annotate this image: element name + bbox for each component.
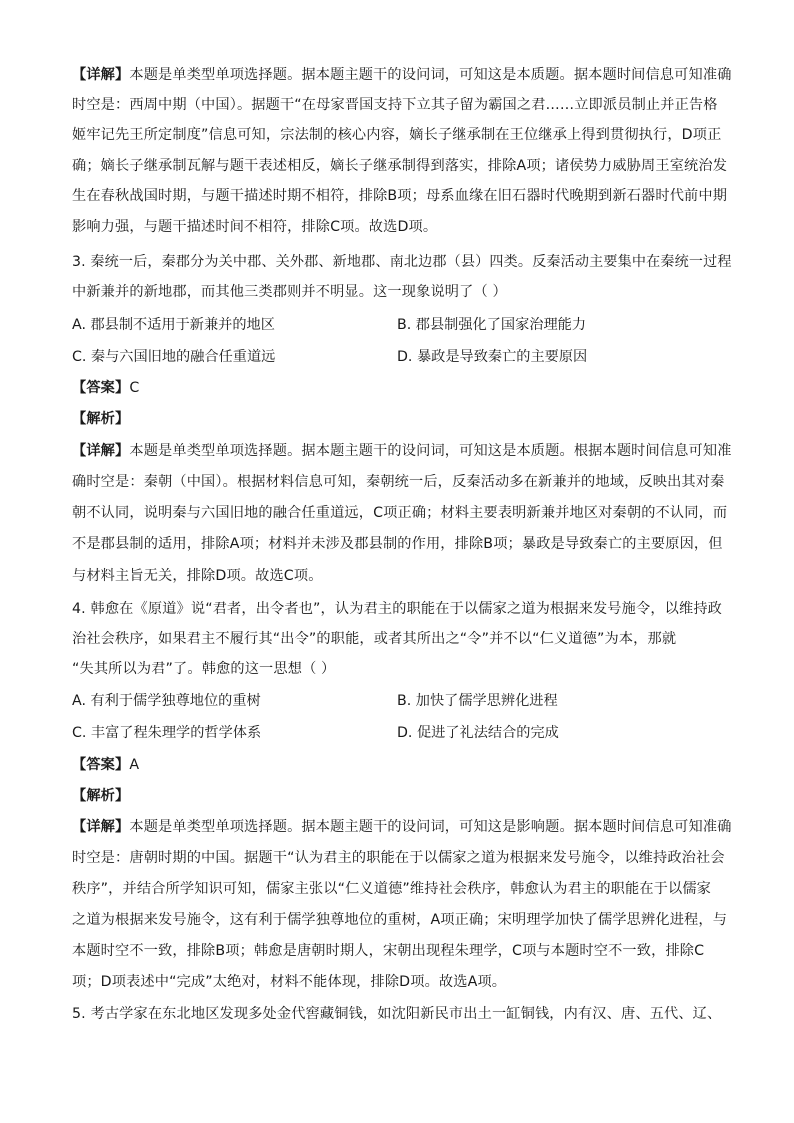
q3-option-c: C. 秦与六国旧地的融合任重道远 [72,349,276,365]
q3-option-b: B. 郡县制强化了国家治理能力 [397,317,587,333]
q4-detail-line-5: 本题时空不一致，排除B项；韩愈是唐朝时期人，宋朝出现程朱理学，C项与本题时空不一致，排除C [72,943,705,959]
q3-detail-line-1: 【详解】本题是单类型单项选择题。据本题主题干的设问词，可知这是本质题。根据本题时间信息可知准 [72,443,732,459]
q4-stem-line-2: 治社会秩序，如果君主不履行其“出令”的职能，或者其所出之“令”并不以“仁义道德”为本，那就 [72,631,677,647]
q4-answer: 【答案】A [72,757,140,773]
q3-stem-line-2: 中新兼并的新地郡，而其他三类郡则并不明显。这一现象说明了（ ） [72,284,507,300]
q3-detail-line-4: 不是郡县制的适用，排除A项；材料并未涉及郡县制的作用，排除B项；暴政是导致秦亡的主要原因，但 [72,536,723,552]
q4-detail-line-6: 项；D项表述中“完成”太绝对，材料不能体现，排除D项。故选A项。 [72,974,507,990]
q4-detail-line-1: 【详解】本题是单类型单项选择题。据本题主题干的设问词，可知这是影响题。据本题时间信息可知准确 [72,819,732,835]
q2-detail-label: 【详解】 [72,67,130,83]
q3-stem-line-1: 3. 秦统一后，秦郡分为关中郡、关外郡、新地郡、南北边郡（县）四类。反秦活动主要集中在秦统一过程 [72,254,732,270]
q4-stem-line-3: “失其所以为君”了。韩愈的这一思想（ ） [72,661,336,677]
q3-option-d: D. 暴政是导致秦亡的主要原因 [397,349,588,365]
q2-detail-line-2: 时空是：西周中期（中国）。据题干“在母家晋国支持下立其子留为霸国之君……立即派员制止并正告格 [72,97,718,113]
q4-detail-line-4: 之道为根据来发号施令，这有利于儒学独尊地位的重树，A项正确；宋明理学加快了儒学思辨化进程，与 [72,912,728,928]
q4-stem-line-1: 4. 韩愈在《原道》说“君者，出令者也”，认为君主的职能在于以儒家之道为根据来发号施令，以维持政 [72,601,723,617]
q3-answer-value: C [129,380,140,396]
q2-detail-line-4: 确；嫡长子继承制瓦解与题干表述相反，嫡长子继承制得到落实，排除A项；诸侯势力威胁周王室统治发 [72,158,728,174]
q4-detail-line-3: 秩序”，并结合所学知识可知，儒家主张以“仁义道德”维持社会秩序，韩愈认为君主的职能在于以儒家 [72,881,712,897]
q4-option-b: B. 加快了儒学思辨化进程 [397,693,558,709]
q4-detail-line-2: 时空是：唐朝时期的中国。据题干“认为君主的职能在于以儒家之道为根据来发号施令，以维持政治社会 [72,850,725,866]
q3-detail-line-2: 确时空是：秦朝（中国）。根据材料信息可知，秦朝统一后，反秦活动多在新兼并的地域，反映出其对秦 [72,474,725,490]
q3-option-a: A. 郡县制不适用于新兼并的地区 [72,317,275,333]
q3-answer: 【答案】C [72,380,140,396]
q4-answer-value: A [129,757,140,773]
q4-option-d: D. 促进了礼法结合的完成 [397,725,559,741]
q3-detail-line-3: 朝不认同，说明秦与六国旧地的融合任重道远，C项正确；材料主要表明新兼并地区对秦朝的不认同，而 [72,505,728,521]
q3-detail-line-5: 与材料主旨无关，排除D项。故选C项。 [72,568,323,584]
q2-detail-line-6: 影响力强，与题干描述时间不相符，排除C项。故选D项。 [72,219,438,235]
q2-detail-line-1: 【详解】本题是单类型单项选择题。据本题主题干的设问词，可知这是本质题。据本题时间信息可知准确 [72,67,732,83]
q5-stem-line-1: 5. 考古学家在东北地区发现多处金代窖藏铜钱，如沈阳新民市出土一缸铜钱，内有汉、唐、五代、辽、 [72,1006,722,1022]
q4-option-a: A. 有利于儒学独尊地位的重树 [72,693,261,709]
q2-detail-line-3: 姬牢记先王所定制度”信息可知，宗法制的核心内容，嫡长子继承制在王位继承上得到贯彻执行，D项正 [72,127,722,143]
q2-detail-line-5: 生在春秋战国时期，与题干描述时期不相符，排除B项；母系血缘在旧石器时代晚期到新石器时代前中期 [72,188,728,204]
q4-option-c: C. 丰富了程朱理学的哲学体系 [72,725,262,741]
q4-analysis-heading: 【解析】 [72,788,130,804]
q3-analysis-heading: 【解析】 [72,411,130,427]
